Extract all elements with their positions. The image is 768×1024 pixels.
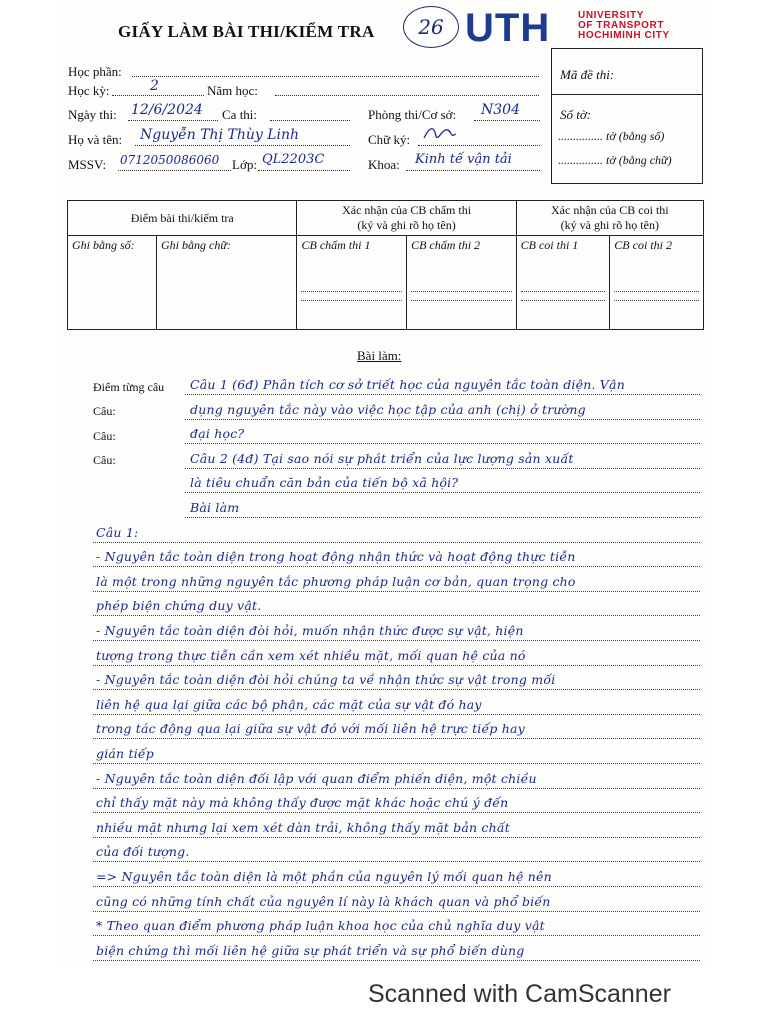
lop-line <box>258 170 350 171</box>
ruled-line <box>93 935 700 936</box>
ruled-line <box>93 640 700 641</box>
handwritten-line: trong tác động qua lại giữa sự vật đó với mối liên hệ trực tiếp hay <box>96 721 525 736</box>
chu-ky-label: Chữ ký: <box>368 132 411 147</box>
handwritten-line: đại học? <box>190 426 245 441</box>
phong-thi-line <box>474 120 540 121</box>
handwritten-line: - Nguyên tắc toàn diện đòi hỏi, muốn nhận thức được sự vật, hiện <box>96 623 524 638</box>
logo-line-2: OF TRANSPORT <box>578 20 665 31</box>
handwritten-line: dụng nguyên tắc này vào việc học tập của anh (chị) ở trường <box>190 402 586 417</box>
coi1-cell: CB coi thi 1 <box>516 236 610 330</box>
handwritten-line: của đối tượng. <box>96 844 190 859</box>
ruled-line <box>93 960 700 961</box>
nam-hoc-label: Năm học: <box>207 83 258 98</box>
ruled-line <box>93 738 700 739</box>
handwritten-line: tượng trong thực tiễn cần xem xét nhiều mặt, mối quan hệ của nó <box>96 648 526 663</box>
handwritten-line: nhiều mặt nhưng lại xem xét dàn trải, không thấy mặt bản chất <box>96 820 510 835</box>
hoc-ky-value: 2 <box>150 78 159 94</box>
ngay-thi-label: Ngày thi: <box>68 107 117 122</box>
ruled-line <box>185 394 700 395</box>
cham1-cell: CB chấm thi 1 <box>297 236 407 330</box>
coi-header: Xác nhận của CB coi thi (ký và ghi rõ họ tên) <box>516 201 703 236</box>
lop-value: QL2203C <box>262 152 325 167</box>
ruled-line <box>93 911 700 912</box>
exam-code-box <box>551 48 703 184</box>
handwritten-line: gián tiếp <box>96 746 154 761</box>
ruled-line <box>93 812 700 813</box>
cham-header: Xác nhận của CB chấm thi (ký và ghi rõ họ tên) <box>297 201 516 236</box>
ca-thi-label: Ca thi: <box>222 107 258 122</box>
hoc-phan-label: Học phần: <box>68 64 122 79</box>
ruled-line <box>93 714 700 715</box>
handwritten-line: => Nguyên tắc toàn diện là một phần của nguyên lý mối quan hệ nên <box>96 869 552 884</box>
khoa-value: Kinh tế vận tải <box>415 152 512 167</box>
handwritten-line: là tiêu chuẩn căn bản của tiến bộ xã hội? <box>190 475 459 490</box>
row-label-cau-3: Câu: <box>93 453 116 467</box>
ruled-line <box>93 788 700 789</box>
ruled-line <box>93 837 700 838</box>
ho-ten-label: Họ và tên: <box>68 132 123 147</box>
ruled-line <box>93 763 700 764</box>
mssv-line <box>118 170 231 171</box>
ngay-thi-line <box>128 120 218 121</box>
ruled-line <box>93 615 700 616</box>
handwritten-line: cũng có những tính chất của nguyên lí này là khách quan và phổ biến <box>96 894 551 909</box>
logo-line-1: UNIVERSITY <box>578 10 645 21</box>
cham2-cell: CB chấm thi 2 <box>407 236 517 330</box>
phong-thi-value: N304 <box>481 102 520 118</box>
ruled-line <box>93 665 700 666</box>
ngay-thi-value: 12/6/2024 <box>131 102 203 118</box>
uth-logo-subtitle <box>578 11 670 41</box>
handwritten-line: phép biện chứng duy vật. <box>96 598 262 613</box>
handwritten-line: Bài làm <box>190 500 240 515</box>
mssv-value: 0712050086060 <box>120 153 220 167</box>
lop-label: Lớp: <box>232 157 257 172</box>
ho-ten-line <box>135 145 350 146</box>
so-to-words: ............... tờ (bằng chữ) <box>558 153 672 167</box>
handwritten-line: - Nguyên tắc toàn diện đối lập với quan điểm phiến diện, một chiều <box>96 771 537 786</box>
so-to-number: ............... tờ (bằng số) <box>558 129 665 143</box>
ruled-line <box>93 861 700 862</box>
ruled-line <box>185 468 700 469</box>
ghi-so-cell: Ghi bằng số: <box>68 236 157 330</box>
ruled-line <box>93 566 700 567</box>
khoa-label: Khoa: <box>368 157 400 172</box>
mssv-label: MSSV: <box>68 157 107 172</box>
ruled-line <box>185 419 700 420</box>
ruled-line <box>185 443 700 444</box>
phong-thi-label: Phòng thi/Cơ sở: <box>368 107 457 122</box>
handwritten-line: Câu 2 (4đ) Tại sao nói sự phát triển của lực lượng sản xuất <box>190 451 574 466</box>
row-label-cau-1: Câu: <box>93 404 116 418</box>
hoc-ky-line <box>112 95 204 96</box>
ruled-line <box>185 492 700 493</box>
signature-scribble <box>420 122 460 144</box>
handwritten-line: chỉ thấy mặt này mà không thấy được mặt khác hoặc chú ý đến <box>96 795 509 810</box>
handwritten-line: * Theo quan điểm phương pháp luận khoa học của chủ nghĩa duy vật <box>96 918 545 933</box>
ruled-line <box>93 542 700 543</box>
uth-logo-text: UTH <box>465 6 551 50</box>
logo-line-3: HOCHIMINH CITY <box>578 30 670 41</box>
handwritten-line: biện chứng thì mối liên hệ giữa sự phát triển và sự phổ biến dùng <box>96 943 525 958</box>
ho-ten-value: Nguyễn Thị Thùy Linh <box>140 127 300 143</box>
handwritten-line: Câu 1: <box>96 525 139 540</box>
ruled-line <box>185 517 700 518</box>
ghi-chu-cell: Ghi bằng chữ: <box>157 236 297 330</box>
handwritten-line: Câu 1 (6đ) Phân tích cơ sở triết học của nguyên tắc toàn diện. Vận <box>190 377 625 392</box>
handwritten-line: liên hệ qua lại giữa các bộ phận, các mặt của sự vật đó hay <box>96 697 482 712</box>
so-to-label: Số tờ: <box>560 107 592 122</box>
score-table <box>67 200 704 330</box>
camscanner-watermark: Scanned with CamScanner <box>368 980 671 1008</box>
handwritten-line: là một trong những nguyên tắc phương pháp luận cơ bản, quan trọng cho <box>96 574 576 589</box>
hoc-ky-label: Học kỳ: <box>68 83 110 98</box>
chu-ky-line <box>418 145 540 146</box>
diem-header: Điểm bài thi/kiểm tra <box>68 201 297 236</box>
hoc-phan-line <box>132 76 539 77</box>
ruled-line <box>93 591 700 592</box>
side-box-divider <box>552 94 702 95</box>
ruled-line <box>93 689 700 690</box>
nam-hoc-line <box>275 95 539 96</box>
ma-de-label: Mã đề thi: <box>560 67 615 82</box>
sheet-number-circle: 26 <box>403 6 459 48</box>
coi2-cell: CB coi thi 2 <box>610 236 704 330</box>
ca-thi-line <box>270 120 350 121</box>
bai-lam-heading: Bài làm: <box>357 348 402 363</box>
exam-sheet-title: GIẤY LÀM BÀI THI/KIỂM TRA <box>118 22 375 41</box>
row-label-diem: Điểm từng câu <box>93 380 165 394</box>
row-label-cau-2: Câu: <box>93 429 116 443</box>
handwritten-line: - Nguyên tắc toàn diện trong hoạt động nhận thức và hoạt động thực tiễn <box>96 549 576 564</box>
ruled-line <box>93 886 700 887</box>
handwritten-line: - Nguyên tắc toàn diện đòi hỏi chúng ta về nhận thức sự vật trong mối <box>96 672 556 687</box>
khoa-line <box>406 170 540 171</box>
